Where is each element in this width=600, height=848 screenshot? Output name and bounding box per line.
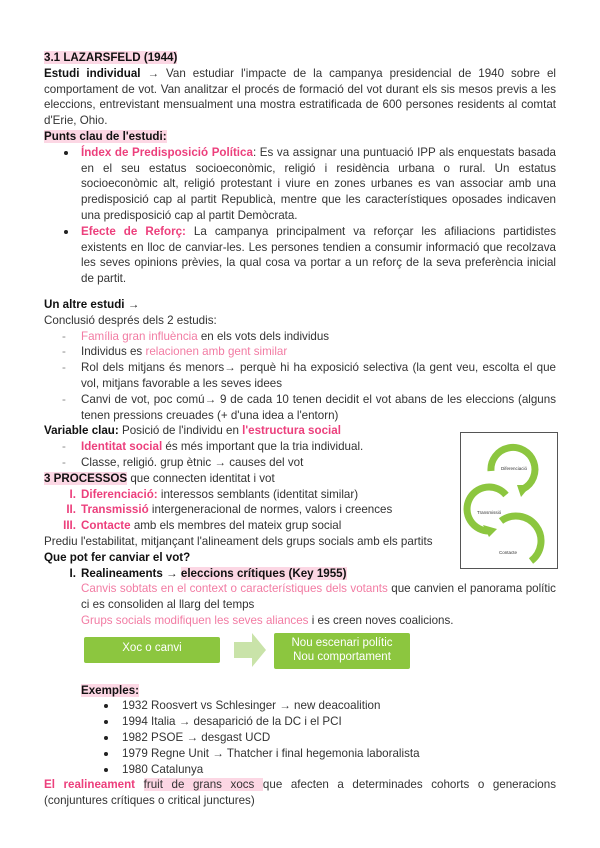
text: que canvien el panorama polític ci es consoliden al llarg del temps xyxy=(81,582,556,612)
diagram-label: Diferenciació xyxy=(501,466,528,471)
pink-text: Grups socials modifiquen les seves aliances xyxy=(81,613,309,627)
text: en els vots dels individus xyxy=(197,329,330,343)
key-points-heading: Punts clau de l'estudi: xyxy=(44,129,167,143)
list-item xyxy=(44,487,556,503)
list-item: - Rol dels mitjans és menors→ perquè hi ha exposició selectiva (la gent veu, escolta el que vol, mitjans favorable a les seves idees xyxy=(62,361,556,390)
list-item: - Classe, religió. grup ètnic → causes del vot xyxy=(62,455,304,469)
text: i es creen noves coalicions. xyxy=(308,613,454,627)
change-question: Que pot fer canviar el vot? xyxy=(44,550,191,564)
realign-line xyxy=(44,566,556,582)
list-item: 1994 Italia → desaparició de la DC i el PCI xyxy=(44,714,556,730)
list-item: 1980 Catalunya xyxy=(44,762,556,778)
num: I. xyxy=(69,487,76,501)
text: Posició de l'individu en xyxy=(118,424,243,438)
pink-text: relacionen amb gent similar xyxy=(145,345,288,359)
flow-diagram xyxy=(81,629,556,683)
pink-text: Canvis sobtats en el context o característiques dels votants xyxy=(81,582,388,596)
text: és més important que la tria individual. xyxy=(162,440,364,454)
text: interessos semblants (identitat similar) xyxy=(157,487,359,501)
highlight: eleccions crítiques (Key 1955) xyxy=(180,566,347,580)
flow-box-result xyxy=(274,633,410,669)
text: que afecten a determinades cohorts o generacions (conjuntures crítiques o critical junctures) xyxy=(44,778,556,808)
text: Rol dels mitjans és menors→ perquè hi ha exposició selectiva (la gent veu, escolta el que vol, mitjans favorable a les seves idees xyxy=(81,361,556,390)
flow-box-shock: Xoc o canvi xyxy=(84,637,220,663)
list-item xyxy=(44,502,556,518)
pink-text: Identitat social xyxy=(81,440,163,454)
list-item: 1982 PSOE → desgast UCD xyxy=(44,730,556,746)
list-item: - Família gran influència en els vots dels individus xyxy=(62,329,330,343)
text: Canvi de vot, poc comú→ 9 de cada 10 tenen decidit el vot abans de les eleccions (alguns tenen pressions creuades (+ d'una idea a l'entorn) xyxy=(81,392,556,422)
term: Efecte de Reforç: xyxy=(81,224,186,238)
text: : Es va assignar una puntuació IPP als enquestats basada en el seu estatus socioeconòmic, religió i residència urbana o rural. Un estatus socioeconòmic alt, religió protestant i viure en zones urbanes es van associar amb una predisposició cap al partit Republicà, mentre que les característiques oposades indicaven una predisposició cap al partit Demòcrata. xyxy=(81,145,556,222)
list-item: - Identitat social és més important que la tria individual. xyxy=(62,440,364,454)
list-item xyxy=(44,145,556,224)
examples-list xyxy=(44,698,556,777)
term: Diferenciació: xyxy=(81,487,158,501)
text: que connecten identitat i vot xyxy=(127,471,275,485)
text: La campanya principalment va reforçar les afiliacions partidistes existents en lloc de canviar-les. Les persones tendien a consumir informació que recolzava les seves opinions prèvies, la qual cosa va portar a un reforç de la seva preferència inicial de partit. xyxy=(81,224,556,286)
realign-text xyxy=(44,581,556,613)
list-item: 1979 Regne Unit → Thatcher i final hegemonia laboralista xyxy=(44,746,556,762)
arrow: → xyxy=(147,66,160,80)
list-item: 1932 Roosvert vs Schlesinger → new deacoalition xyxy=(44,698,556,714)
list-item xyxy=(44,518,556,534)
lead: Variable clau: xyxy=(44,424,119,438)
text: Classe, religió. grup ètnic → causes del vot xyxy=(81,455,304,469)
predict-text: Prediu l'estabilitat, mitjançant l'alineament dels grups socials amb els partits xyxy=(44,534,433,548)
diagram-label: Contacte xyxy=(499,550,518,555)
flow-line: Nou escenari polític xyxy=(291,636,393,649)
pink-text: El realineament xyxy=(44,778,136,792)
list-item xyxy=(44,224,556,287)
variable-line xyxy=(44,423,556,439)
term: Índex de Predisposició Política xyxy=(81,145,253,159)
term: Contacte xyxy=(81,519,131,533)
section-title: 3.1 LAZARSFELD (1944) xyxy=(44,51,178,64)
lead: Realineaments → xyxy=(81,566,181,580)
examples-heading: Exemples: xyxy=(81,683,139,697)
text: Individus es xyxy=(81,345,146,359)
num: II. xyxy=(66,503,76,517)
text: intergeneracional de normes, valors i creences xyxy=(148,503,393,517)
processes-line xyxy=(44,471,556,487)
conclusion-heading: Conclusió després dels 2 estudis: xyxy=(44,313,217,327)
flow-line: Nou comportament xyxy=(293,650,391,663)
intro-lead: Estudi individual xyxy=(44,66,141,80)
num: I. xyxy=(69,566,76,580)
realign-text xyxy=(44,613,556,629)
lead: 3 PROCESSOS xyxy=(44,471,128,485)
num: III. xyxy=(63,519,76,533)
list-item: - Individus es relacionen amb gent similar xyxy=(62,345,288,359)
pink-text: l'estructura social xyxy=(242,424,341,438)
diagram-label: Transmissió xyxy=(477,510,502,515)
closing-paragraph xyxy=(44,777,556,809)
intro-paragraph xyxy=(44,66,556,129)
intro-text: Van estudiar l'impacte de la campanya presidencial de 1940 sobre el comportament de vot. Van analitzar el procés de formació del vot durant els sis mesos previs a les eleccions, entrevistant mensualment una mostra estratificada de 600 persones residents al comtat d'Erie, Ohio. xyxy=(44,66,556,128)
highlight: fruit de grans xocs xyxy=(143,778,263,792)
other-study-heading: Un altre estudi → xyxy=(44,297,140,311)
pink-text: Família gran influència xyxy=(81,329,198,343)
arrow-right-icon xyxy=(234,633,266,667)
term: Transmissió xyxy=(81,503,149,517)
list-item: - Canvi de vot, poc comú→ 9 de cada 10 tenen decidit el vot abans de les eleccions (alguns tenen pressions creuades (+ d'una idea a l'entorn) xyxy=(62,392,556,422)
text: amb els membres del mateix grup social xyxy=(130,519,342,533)
